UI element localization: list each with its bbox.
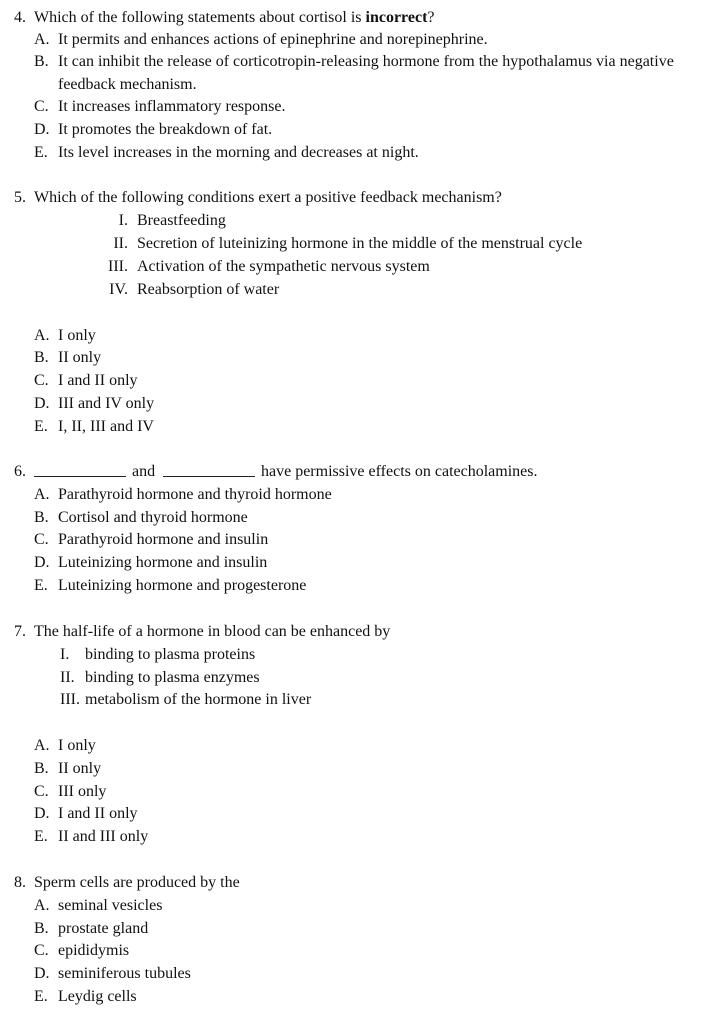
option-letter: E. xyxy=(34,144,48,161)
option-text: epididymis xyxy=(58,942,130,959)
question-number: 7. xyxy=(14,623,26,640)
option-text: prostate gland xyxy=(58,920,149,937)
option-letter: A. xyxy=(34,327,50,344)
question-stem: Sperm cells are produced by the xyxy=(34,874,240,891)
option-letter: E. xyxy=(34,828,48,845)
option-letter: A. xyxy=(34,486,50,503)
stem-text: and xyxy=(132,463,156,480)
option-text: I only xyxy=(58,327,96,344)
option-text: It can inhibit the release of corticotropin-releasing hormone from the hypothalamus via negative xyxy=(58,53,674,70)
option-letter: B. xyxy=(34,53,49,70)
statement-numeral: IV. xyxy=(109,281,128,298)
option-letter: B. xyxy=(34,920,49,937)
option-letter: D. xyxy=(34,395,50,412)
statement-numeral: II. xyxy=(60,669,75,686)
stem-emphasis: incorrect xyxy=(365,9,428,26)
option-letter: C. xyxy=(34,98,49,115)
statement-text: binding to plasma enzymes xyxy=(85,669,260,686)
option-text: III and IV only xyxy=(58,395,155,412)
fill-blank-2 xyxy=(163,462,255,483)
option-text: It increases inflammatory response. xyxy=(58,98,286,115)
option-text: I and II only xyxy=(58,805,138,822)
statement-text: binding to plasma proteins xyxy=(85,646,256,663)
option-text: Luteinizing hormone and insulin xyxy=(58,554,268,571)
stem-text: have permissive effects on catecholamines. xyxy=(261,463,538,480)
option-letter: B. xyxy=(34,509,49,526)
option-text: It permits and enhances actions of epinephrine and norepinephrine. xyxy=(58,31,488,48)
option-letter: D. xyxy=(34,121,50,138)
option-letter: D. xyxy=(34,805,50,822)
option-text: I only xyxy=(58,737,96,754)
question-number: 6. xyxy=(14,463,26,480)
statement-text: metabolism of the hormone in liver xyxy=(85,691,312,708)
option-letter: C. xyxy=(34,942,49,959)
question-stem: Which of the following conditions exert a positive feedback mechanism? xyxy=(34,189,502,206)
question-number: 4. xyxy=(14,9,26,26)
option-letter: A. xyxy=(34,737,50,754)
statement-text: Breastfeeding xyxy=(137,212,226,229)
statement-numeral: III. xyxy=(108,258,128,275)
option-text: It promotes the breakdown of fat. xyxy=(58,121,273,138)
fill-blank-1 xyxy=(34,462,126,483)
option-text: Its level increases in the morning and decreases at night. xyxy=(58,144,419,161)
option-text: Luteinizing hormone and progesterone xyxy=(58,577,307,594)
option-text: II and III only xyxy=(58,828,149,845)
option-letter: B. xyxy=(34,349,49,366)
option-letter: A. xyxy=(34,897,50,914)
statement-text: Activation of the sympathetic nervous system xyxy=(137,258,430,275)
option-text: Parathyroid hormone and thyroid hormone xyxy=(58,486,332,503)
option-letter: B. xyxy=(34,760,49,777)
option-letter: E. xyxy=(34,988,48,1005)
option-letter: D. xyxy=(34,554,50,571)
statement-numeral: II. xyxy=(113,235,128,252)
option-text: I, II, III and IV xyxy=(58,418,154,435)
option-text: II only xyxy=(58,760,102,777)
option-text: seminiferous tubules xyxy=(58,965,191,982)
option-letter: C. xyxy=(34,372,49,389)
option-text: III only xyxy=(58,783,107,800)
question-stem: The half-life of a hormone in blood can be enhanced by xyxy=(34,623,391,640)
option-text: I and II only xyxy=(58,372,138,389)
statement-text: Reabsorption of water xyxy=(137,281,280,298)
option-letter: E. xyxy=(34,418,48,435)
option-letter: C. xyxy=(34,783,49,800)
option-letter: A. xyxy=(34,31,50,48)
question-number: 5. xyxy=(14,189,26,206)
statement-text: Secretion of luteinizing hormone in the middle of the menstrual cycle xyxy=(137,235,583,252)
option-text: II only xyxy=(58,349,102,366)
question-stem xyxy=(34,8,435,28)
stem-text: Which of the following statements about cortisol is xyxy=(34,9,366,26)
stem-text-end: ? xyxy=(427,9,435,26)
option-text-continued: feedback mechanism. xyxy=(58,76,197,93)
statement-numeral: I. xyxy=(118,212,128,229)
option-letter: C. xyxy=(34,531,49,548)
option-letter: D. xyxy=(34,965,50,982)
option-text: Parathyroid hormone and insulin xyxy=(58,531,269,548)
statement-numeral: I. xyxy=(60,646,70,663)
option-text: Leydig cells xyxy=(58,988,137,1005)
statement-numeral: III. xyxy=(60,691,80,708)
option-text: seminal vesicles xyxy=(58,897,163,914)
option-text: Cortisol and thyroid hormone xyxy=(58,509,248,526)
question-number: 8. xyxy=(14,874,26,891)
option-letter: E. xyxy=(34,577,48,594)
